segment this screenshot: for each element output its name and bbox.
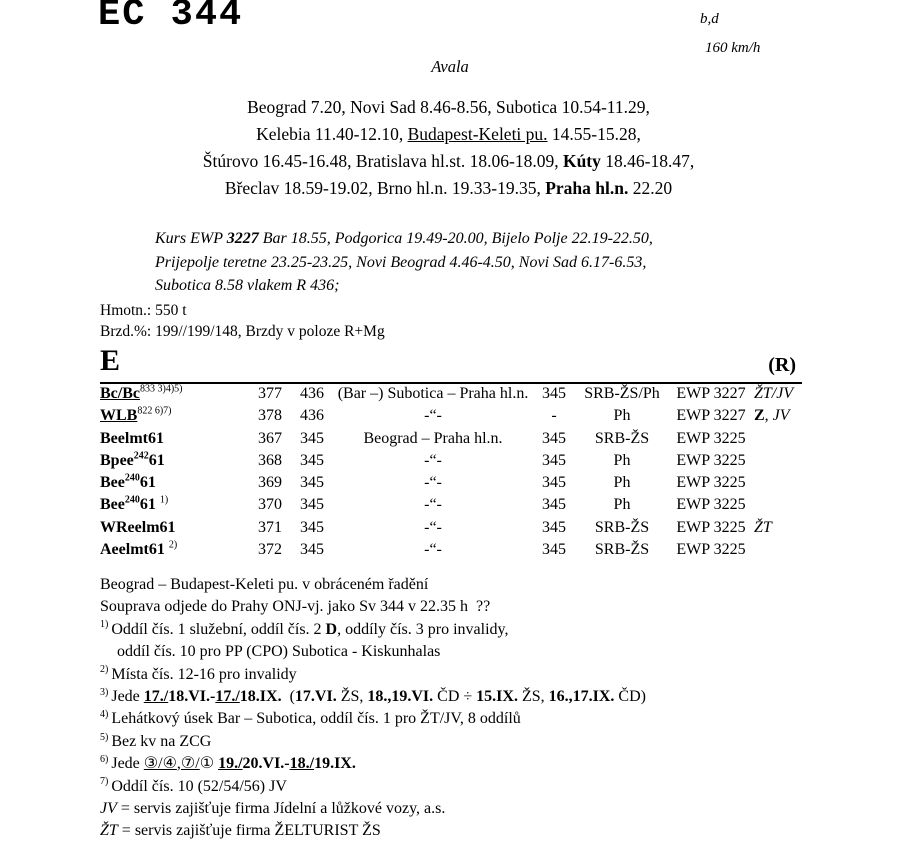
operator: Ph [613,496,631,514]
train-ref: 436 [300,407,324,425]
route-line: Kelebia 11.40-12.10, Budapest-Keleti pu. 14.55-15.28, [256,124,641,144]
return-train: 345 [542,496,566,514]
kurs-ref: EWP 3225 [676,451,746,469]
footnote-line [100,596,870,618]
footnote-text: oddíl čís. 10 pro PP (CPO) Subotica - Kiskunhalas [117,643,441,661]
footnote-text: Jede ③/④,⑦/① 19./20.VI.-18./19.IX. [111,755,356,773]
operator: Ph [613,474,631,492]
service-note [754,495,802,517]
operator: Ph [613,407,631,425]
train-info [100,300,385,342]
operator: Ph [613,451,631,469]
car-route: -“- [424,474,442,492]
route-line: Břeclav 18.59-19.02, Brno hl.n. 19.33-19.35, Praha hl.n. 22.20 [224,178,673,198]
car-route: -“- [424,451,442,469]
max-speed: 160 km/h [705,40,761,56]
car-type: Bee$^{240}$61 [100,472,156,492]
table-row [100,429,802,451]
composition-table [100,382,802,562]
car-type: Bpee$^{242}$61 [100,450,165,469]
car-route: -“- [424,518,442,536]
footnote-line [100,798,870,820]
table-header-left: E [100,344,121,377]
operator: SRB-ŽS/Ph [584,385,660,402]
train-number: EC 344 [98,0,244,36]
table-row [100,518,802,540]
route-summary [0,94,897,202]
car-route: -“- [424,496,442,514]
footnote-text: Lehátkový úsek Bar – Subotica, oddíl čís. 1 pro ŽT/JV, 8 oddílů [111,710,521,728]
service-note: Z, JV [754,407,790,425]
footnote-text: ŽT = servis zajišťuje firma ŽELTURIST ŽS [100,822,381,840]
service-note [754,473,802,495]
service-note [754,429,802,451]
car-number: 368 [258,451,282,469]
train-name: Avala [431,57,469,76]
kurs-block [155,227,653,298]
footnote-text: Bez kv na ZCG [111,732,212,750]
return-train: 345 [542,541,566,559]
kurs-ref: EWP 3225 [676,541,746,559]
operator: SRB-ŽS [594,518,650,536]
car-route: (Bar –) Subotica – Praha hl.n. [337,385,529,402]
car-type: Aeelmt61 $^{2)}$ [100,539,178,559]
car-route: -“- [424,541,442,559]
car-number: 371 [258,518,282,536]
table-row [100,540,802,562]
table-row [100,451,802,473]
table-row [100,473,802,495]
train-ref: 345 [300,518,324,536]
kurs-line: Kurs EWP 3227 Bar 18.55, Podgorica 19.49-20.00, Bijelo Polje 22.19-22.50, [155,230,653,247]
route-line: Štúrovo 16.45-16.48, Bratislava hl.st. 18.06-18.09, Kúty 18.46-18.47, [202,151,695,171]
table-header-right: (R) [768,354,796,376]
footnote-text: JV = servis zajišťuje firma Jídelní a lůžkové vozy, a.s. [100,800,446,818]
train-ref: 345 [300,496,324,514]
train-ref: 345 [300,429,324,447]
car-type: $WLB^{822 6)7)}$ [100,405,172,425]
footnote-marker: 5) [100,731,109,743]
car-number: 367 [258,429,282,447]
return-train: 345 [542,429,566,447]
table-row [100,383,802,406]
train-ref: 345 [300,541,324,559]
car-type: Beelmt61 [100,429,164,447]
footnote-text: Jede 17./18.VI.-17./18.IX. (17.VI. ŽS, 18.,19.VI. ČD ÷ 15.IX. ŽS, 16.,17.IX. ČD) [111,688,646,706]
footnote-line [100,820,870,842]
footnote-line [100,574,870,596]
remark-codes: b,d [700,11,719,27]
car-number: 370 [258,496,282,514]
car-number: 372 [258,541,282,559]
table-header [100,344,802,378]
car-number: 377 [258,385,282,402]
return-train: 345 [542,385,566,402]
return-train: - [551,407,557,425]
kurs-line: Subotica 8.58 vlakem R 436; [155,277,340,294]
service-note: ŽT/JV [754,385,794,402]
footnote-text: Místa čís. 12-16 pro invalidy [111,665,297,683]
service-note [754,540,802,562]
car-number: 378 [258,407,282,425]
footnote-line [100,776,870,798]
kurs-ref: EWP 3225 [676,429,746,447]
car-type: Bee$^{240}$61 $^{1)}$ [100,495,169,514]
car-route: Beograd – Praha hl.n. [363,429,503,447]
table-row [100,406,802,428]
route-line: Beograd 7.20, Novi Sad 8.46-8.56, Subotica 10.54-11.29, [247,97,650,117]
footnote-line [100,708,870,730]
kurs-ref: EWP 3227 [676,385,746,402]
footnote-marker: 2) [100,664,109,676]
footnote-text: Oddíl čís. 1 služební, oddíl čís. 2 D, oddíly čís. 3 pro invalidy, [111,620,509,638]
car-type: $Bc/Bc^{833 3)4)5)}$ [100,383,183,402]
kurs-ref: EWP 3225 [676,496,746,514]
kurs-ref: EWP 3227 [676,407,746,425]
footnote-text: Oddíl čís. 10 (52/54/56) JV [111,777,287,795]
kurs-ref: EWP 3225 [676,474,746,492]
return-train: 345 [542,451,566,469]
return-train: 345 [542,518,566,536]
footnote-line [100,641,870,663]
car-number: 369 [258,474,282,492]
train-ref: 345 [300,451,324,469]
kurs-ref: EWP 3225 [676,518,746,536]
footnote-marker: 6) [100,753,109,765]
footnote-marker: 1) [100,619,109,631]
footnotes [100,574,870,843]
weight-info: Hmotn.: 550 t [100,302,187,319]
footnote-line [100,731,870,753]
train-ref: 345 [300,474,324,492]
footnote-line [100,619,870,641]
operator: SRB-ŽS [594,429,650,447]
footnote-marker: 7) [100,776,109,788]
service-note: ŽT [754,518,772,536]
footnote-text: Souprava odjede do Prahy ONJ-vj. jako Sv 344 v 22.35 h ?? [100,598,491,616]
footnote-line [100,753,870,775]
footnote-marker: 4) [100,709,109,721]
return-train: 345 [542,474,566,492]
footnote-line [100,664,870,686]
train-ref: 436 [300,385,324,402]
footnote-line [100,686,870,708]
table-row [100,495,802,517]
service-note [754,451,802,473]
header-remarks [700,5,760,63]
car-route: -“- [424,407,442,425]
car-type: WReelm61 [100,518,176,536]
operator: SRB-ŽS [594,541,650,559]
footnote-text: Beograd – Budapest-Keleti pu. v obráceném řadění [100,576,429,593]
brake-info: Brzd.%: 199//199/148, Brzdy v poloze R+Mg [100,323,385,340]
kurs-line: Prijepolje teretne 23.25-23.25, Novi Beograd 4.46-4.50, Novi Sad 6.17-6.53, [155,253,647,271]
footnote-marker: 3) [100,686,109,698]
